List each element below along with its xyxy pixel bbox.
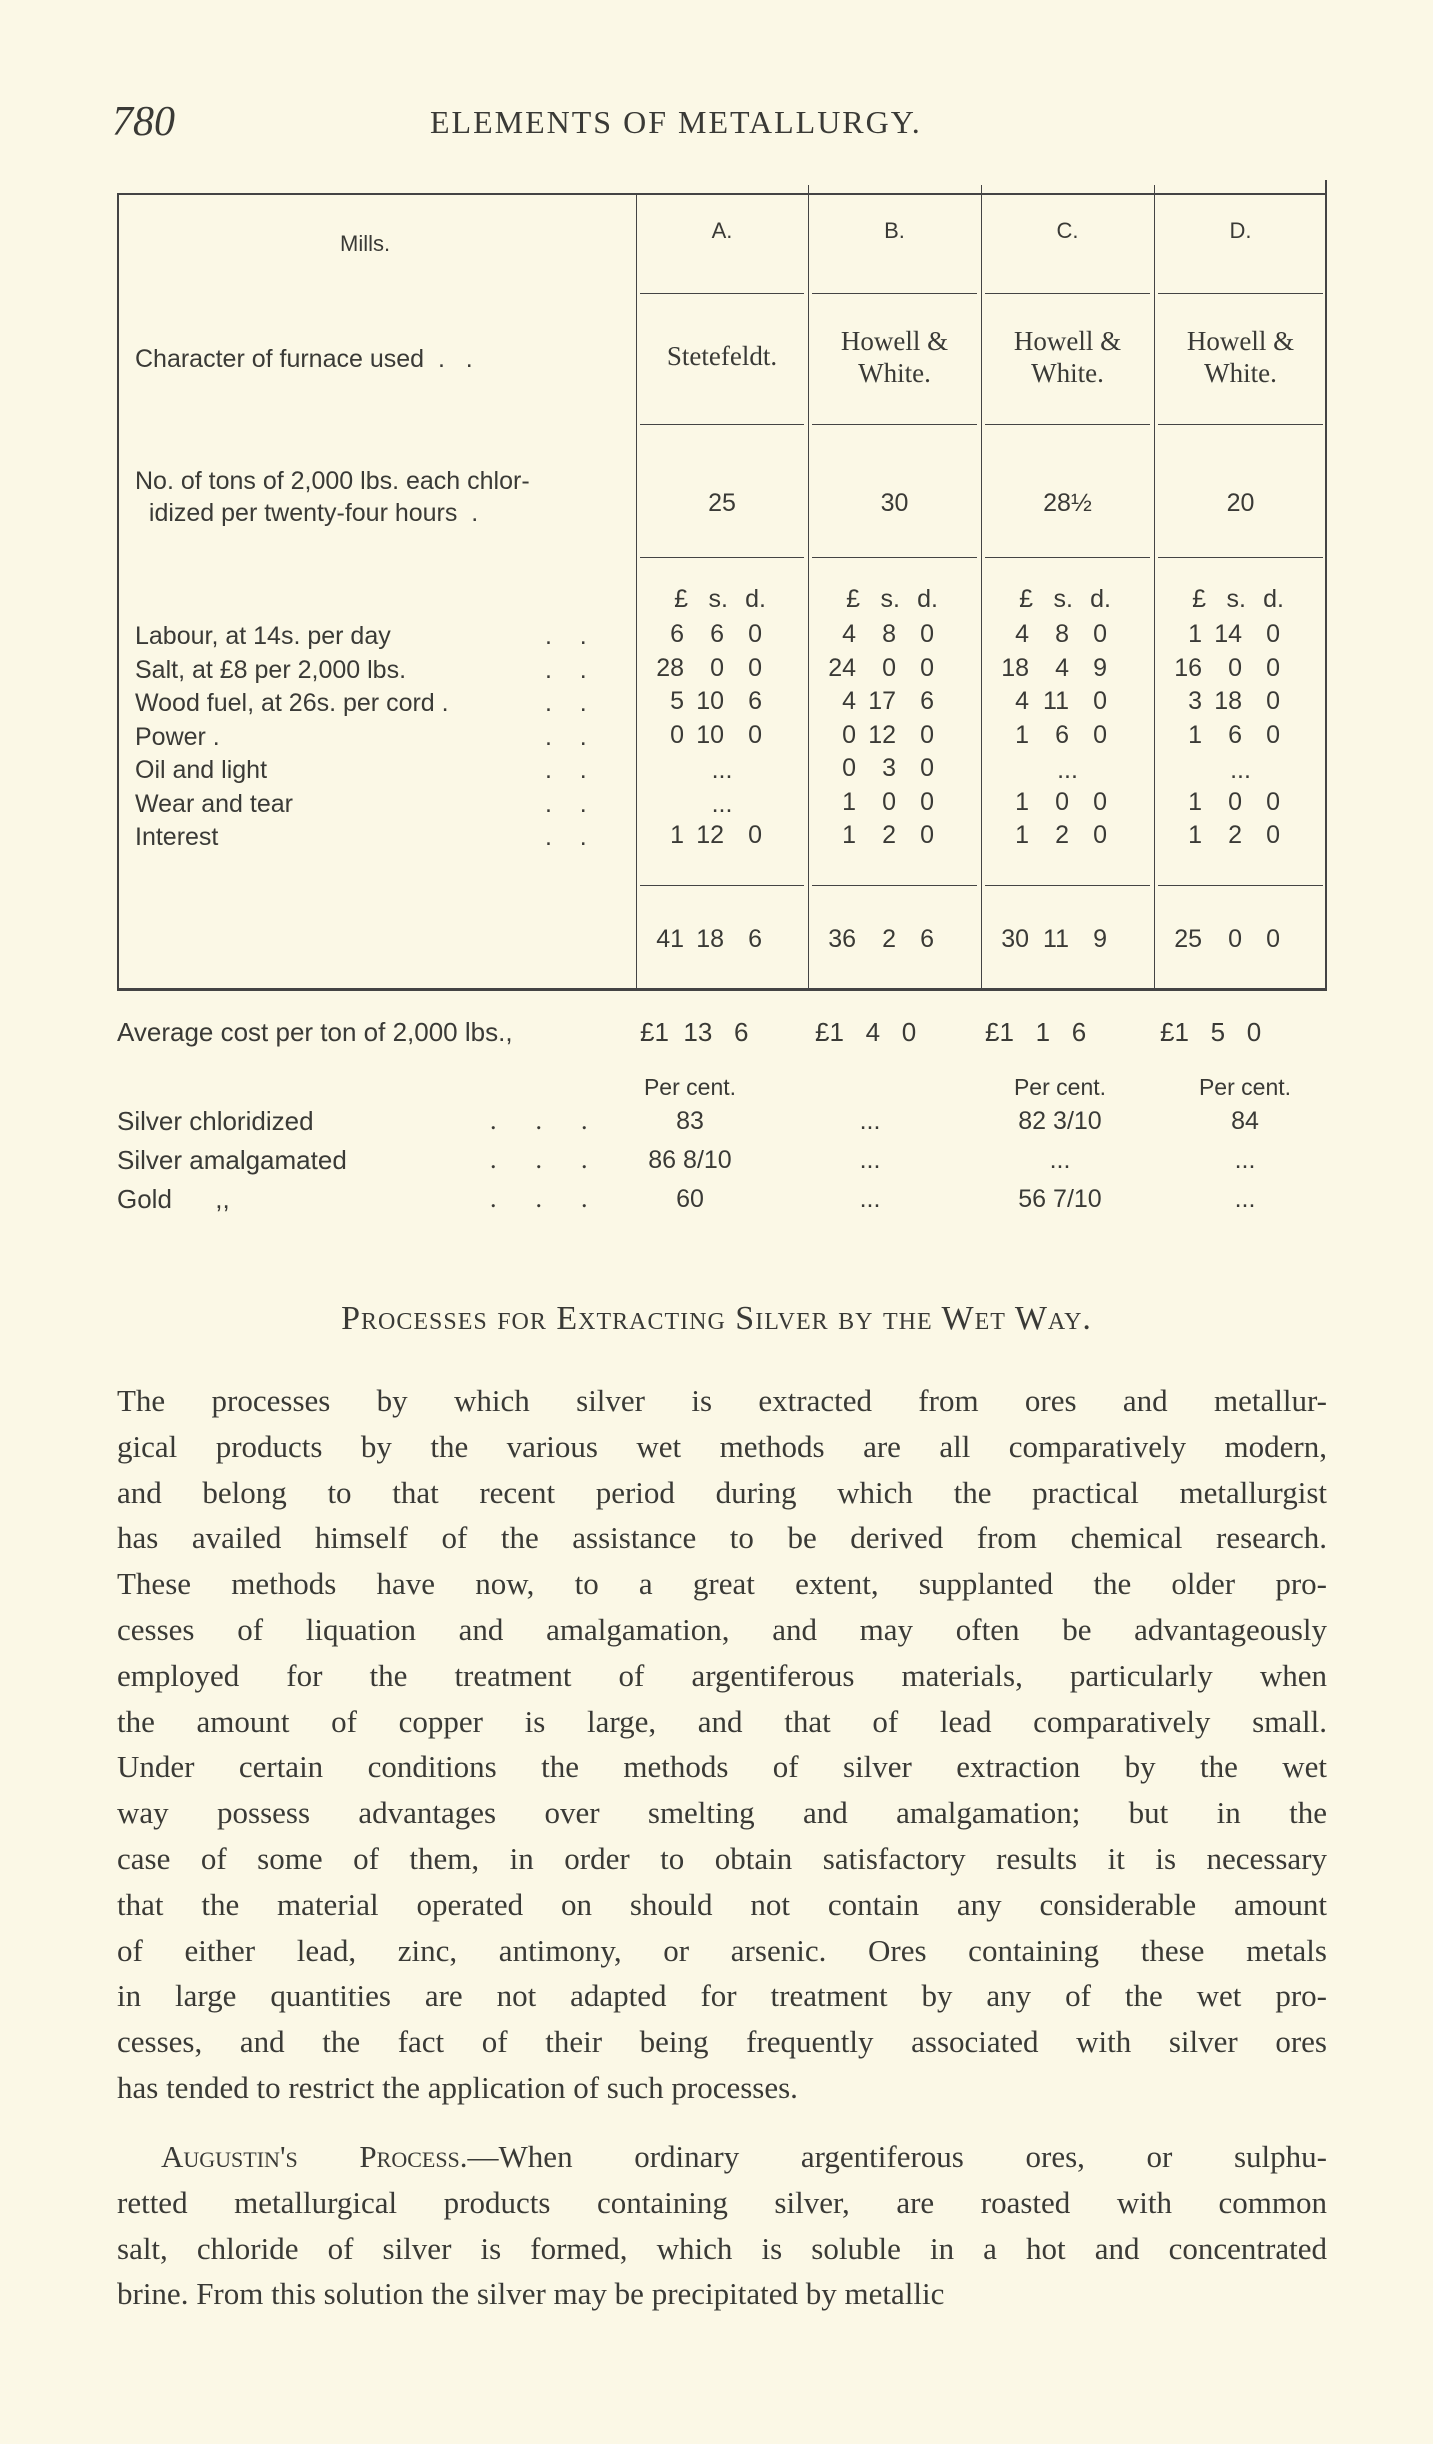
cost-value: 0 [920, 653, 934, 682]
cost-value: 12 [696, 821, 724, 849]
total-rule [985, 885, 1150, 886]
leader-dots: . . . [490, 1145, 588, 1174]
cost-empty: ... [711, 756, 733, 784]
column-header: A. [711, 218, 733, 243]
cost-value: 0 [920, 754, 934, 782]
total-value: 25 [1174, 925, 1202, 953]
row-rule [985, 424, 1150, 425]
currency-unit-header: s. [880, 585, 900, 613]
row-rule [1158, 557, 1323, 558]
currency-unit-header: d. [745, 585, 766, 613]
cost-value: 10 [696, 687, 724, 715]
leader-dots: . . [545, 823, 587, 851]
cost-value: 6 [670, 620, 684, 648]
currency-unit-header: d. [1090, 585, 1111, 613]
total-value: 36 [828, 925, 856, 953]
cost-value: 2 [1055, 821, 1069, 849]
average-cost: £1 4 0 [815, 1017, 917, 1047]
currency-unit-header: £ [1019, 585, 1033, 613]
column-header: B. [884, 218, 905, 243]
row-rule [985, 557, 1150, 558]
total-rule [812, 885, 977, 886]
text-line: brine. From this solution the silver may be precipitated by metallic [117, 2276, 945, 2312]
cost-item-label: Labour, at 14s. per day [135, 622, 391, 650]
cost-value: 0 [882, 653, 896, 682]
text-line: The processes by which silver is extracted from ores and metallur- [117, 1383, 1327, 1418]
cost-value: 0 [1266, 720, 1280, 749]
furnace-label: Character of furnace used . . [135, 345, 473, 373]
text-line: These methods have now, to a great extent, supplanted the older pro- [117, 1566, 1327, 1602]
cost-value: 0 [748, 653, 762, 682]
cost-value: 6 [1228, 720, 1242, 749]
yield-value: ... [1234, 1185, 1256, 1213]
cost-value: 0 [1266, 653, 1280, 682]
leader-dots: . . [545, 789, 587, 818]
cost-value: 1 [1188, 787, 1202, 816]
cost-value: 12 [868, 720, 896, 749]
leader-dots: . . [545, 622, 587, 650]
text-line: of either lead, zinc, antimony, or arsenic. Ores containing these metals [117, 1932, 1327, 1968]
cost-value: 6 [920, 687, 934, 715]
average-cost: £1 13 6 [640, 1017, 749, 1047]
cost-value: 0 [1093, 720, 1107, 749]
cost-value: 0 [1093, 687, 1107, 715]
text-line: case of some of them, in order to obtain satisfactory results it is necessary [117, 1840, 1327, 1876]
text-line: retted metallurgical products containing silver, are roasted with common [117, 2184, 1327, 2220]
leader-dots: . . . [490, 1184, 588, 1213]
yield-label: Silver chloridized [117, 1106, 314, 1136]
cost-value: 1 [1015, 787, 1029, 816]
total-value: 6 [920, 925, 934, 953]
paragraph-2 [117, 2134, 1327, 2317]
yield-value: 56 7/10 [1018, 1185, 1102, 1213]
cost-value: 1 [842, 821, 856, 849]
total-value: 0 [1228, 925, 1242, 953]
cost-value: 5 [670, 687, 684, 715]
cost-value: 4 [1015, 620, 1029, 648]
row-rule [640, 424, 804, 425]
row-rule [1158, 424, 1323, 425]
text-line: and belong to that recent period during which the practical metallurgist [117, 1474, 1327, 1510]
cost-value: 0 [1266, 821, 1280, 849]
cost-value: 0 [1093, 821, 1107, 849]
total-value: 2 [882, 925, 896, 953]
cost-value: 1 [1188, 720, 1202, 749]
text-line: way possess advantages over smelting and amalgamation; but in the [117, 1795, 1327, 1831]
cost-value: 0 [1266, 787, 1280, 816]
column-rule [1154, 185, 1155, 990]
cost-value: 0 [1266, 687, 1280, 715]
cost-value: 0 [842, 754, 856, 782]
furnace-type: Howell & White. [1186, 326, 1295, 388]
cost-value: 6 [748, 687, 762, 715]
cost-value: 1 [1015, 821, 1029, 849]
currency-unit-header: s. [1053, 585, 1073, 613]
section-heading: Processes for Extracting Silver by the Wet Way. [341, 1300, 1092, 1337]
cost-value: 4 [1055, 653, 1069, 682]
average-cost: £1 5 0 [1160, 1017, 1262, 1047]
text-line: that the material operated on should not contain any considerable amount [117, 1886, 1327, 1922]
tons-per-day: 28½ [1043, 489, 1092, 517]
yield-value: ... [859, 1107, 881, 1135]
cost-item-label: Power . [135, 722, 220, 751]
total-value: 9 [1093, 925, 1107, 953]
total-value: 30 [1001, 925, 1029, 953]
cost-value: 0 [1266, 620, 1280, 648]
text-line: salt, chloride of silver is formed, which is soluble in a hot and concentrated [117, 2230, 1327, 2266]
currency-unit-header: d. [1263, 585, 1284, 613]
yield-value: 83 [676, 1107, 704, 1135]
text-line [117, 2134, 1327, 2180]
per-cent-label: Per cent. [1198, 1074, 1292, 1100]
column-rule [808, 185, 809, 990]
row-rule [1158, 293, 1323, 294]
text-line: cesses, and the fact of their being frequently associated with silver ores [117, 2024, 1327, 2060]
cost-value: 0 [710, 653, 724, 682]
cost-value: 8 [882, 620, 896, 648]
yield-value: ... [859, 1146, 881, 1174]
total-value: 41 [656, 925, 684, 953]
tons-per-day: 20 [1226, 489, 1255, 517]
cost-value: 0 [920, 620, 934, 648]
paragraph-1 [117, 1378, 1327, 2111]
cost-value: 1 [1015, 720, 1029, 749]
cost-value: 24 [828, 653, 856, 682]
tons-label-2: idized per twenty-four hours . [135, 499, 479, 527]
furnace-type: Howell & White. [1013, 326, 1122, 388]
tons-label-1: No. of tons of 2,000 lbs. each chlor- [135, 467, 530, 495]
per-cent-label: Per cent. [1013, 1074, 1107, 1100]
cost-value: 0 [1228, 787, 1242, 816]
cost-value: 0 [748, 720, 762, 749]
mills-header: Mills. [340, 231, 391, 256]
cost-value: 9 [1093, 653, 1107, 682]
column-rule [636, 195, 637, 990]
cost-value: 0 [920, 720, 934, 749]
cost-value: 0 [1093, 787, 1107, 816]
cost-value: 0 [920, 821, 934, 849]
table-right-rule [1325, 180, 1327, 990]
cost-value: 3 [1188, 687, 1202, 715]
process-name: Augustin's Process. [161, 2139, 468, 2174]
cost-item-label: Oil and light [135, 756, 268, 784]
table-bottom-rule [117, 988, 1327, 991]
page-number: 780 [112, 99, 175, 145]
column-rule [981, 185, 982, 990]
text-line: has tended to restrict the application of such processes. [117, 2069, 798, 2105]
currency-unit-header: s. [708, 585, 728, 613]
yield-value: 60 [676, 1185, 704, 1213]
cost-item-label: Wear and tear [135, 789, 293, 818]
running-title: ELEMENTS OF METALLURGY. [430, 104, 922, 140]
yield-label: Silver amalgamated [117, 1145, 347, 1175]
text-line: employed for the treatment of argentiferous materials, particularly when [117, 1657, 1327, 1693]
cost-value: 1 [1188, 821, 1202, 849]
furnace-type: Stetefeldt. [666, 341, 778, 371]
cost-value: 1 [1188, 620, 1202, 648]
leader-dots: . . [545, 756, 587, 784]
cost-value: 0 [748, 620, 762, 648]
cost-value: 28 [656, 653, 684, 682]
cost-empty: ... [1057, 756, 1078, 784]
cost-value: 3 [882, 754, 896, 782]
total-value: 11 [1043, 925, 1069, 953]
cost-value: 0 [670, 720, 684, 749]
total-rule [640, 885, 804, 886]
cost-value: 14 [1214, 620, 1242, 648]
cost-value: 10 [696, 720, 724, 749]
leader-dots: . . [545, 722, 587, 751]
table-top-rule [117, 193, 1327, 195]
column-header: C. [1056, 218, 1079, 243]
yield-label: Gold ,, [117, 1184, 230, 1214]
table-left-rule [117, 193, 119, 990]
yield-value: 84 [1231, 1107, 1259, 1135]
column-header: D. [1229, 218, 1252, 243]
cost-value: 6 [710, 620, 724, 648]
average-label: Average cost per ton of 2,000 lbs., [117, 1017, 513, 1047]
cost-value: 16 [1174, 653, 1202, 682]
total-rule [1158, 885, 1323, 886]
cost-value: 8 [1055, 620, 1069, 648]
leader-dots: . . [545, 689, 587, 717]
leader-dots: . . [545, 655, 587, 684]
yield-value: 82 3/10 [1018, 1107, 1102, 1135]
cost-item-label: Interest [135, 823, 219, 851]
cost-value: 0 [1093, 620, 1107, 648]
cost-value: 0 [1228, 653, 1242, 682]
cost-empty: ... [1230, 756, 1251, 784]
cost-value: 0 [920, 787, 934, 816]
cost-value: 1 [670, 821, 684, 849]
row-rule [640, 557, 804, 558]
cost-value: 4 [842, 620, 856, 648]
cost-value: 0 [842, 720, 856, 749]
total-value: 18 [696, 925, 724, 953]
text-line: gical products by the various wet methods are all comparatively modern, [117, 1428, 1327, 1464]
tons-per-day: 30 [880, 489, 909, 517]
cost-item-label: Salt, at £8 per 2,000 lbs. [135, 655, 407, 684]
row-rule [812, 293, 977, 294]
cost-value: 0 [882, 787, 896, 816]
text-line: Under certain conditions the methods of silver extraction by the wet [117, 1749, 1327, 1785]
text-line: in large quantities are not adapted for treatment by any of the wet pro- [117, 1978, 1327, 2014]
cost-value: 4 [842, 687, 856, 715]
text-run: —When ordinary argentiferous ores, or sulphu- [467, 2139, 1327, 2174]
cost-value: 4 [1015, 687, 1029, 715]
text-line: has availed himself of the assistance to be derived from chemical research. [117, 1520, 1327, 1556]
cost-empty: ... [711, 789, 733, 818]
yield-value: ... [1049, 1146, 1071, 1174]
cost-value: 2 [1228, 821, 1242, 849]
text-line: cesses of liquation and amalgamation, and may often be advantageously [117, 1611, 1327, 1647]
row-rule [812, 424, 977, 425]
currency-unit-header: s. [1226, 585, 1246, 613]
total-value: 6 [748, 925, 762, 953]
cost-value: 11 [1043, 687, 1069, 715]
cost-value: 2 [882, 821, 896, 849]
text-line: the amount of copper is large, and that of lead comparatively small. [117, 1703, 1327, 1739]
cost-value: 18 [1214, 687, 1242, 715]
cost-value: 0 [748, 821, 762, 849]
row-rule [640, 293, 804, 294]
row-rule [812, 557, 977, 558]
average-cost: £1 1 6 [985, 1017, 1087, 1047]
cost-item-label: Wood fuel, at 26s. per cord . [135, 689, 449, 717]
currency-unit-header: d. [917, 585, 938, 613]
yield-value: 86 8/10 [648, 1146, 732, 1174]
cost-value: 1 [842, 787, 856, 816]
cost-value: 0 [1055, 787, 1069, 816]
leader-dots: . . . [490, 1106, 588, 1135]
currency-unit-header: £ [846, 585, 860, 613]
row-rule [985, 293, 1150, 294]
furnace-type: Howell & White. [840, 326, 949, 388]
per-cent-label: Per cent. [643, 1074, 737, 1100]
cost-value: 17 [868, 687, 896, 715]
yield-value: ... [1234, 1146, 1256, 1174]
cost-value: 18 [1001, 653, 1029, 682]
yield-value: ... [859, 1185, 881, 1213]
cost-value: 6 [1055, 720, 1069, 749]
tons-per-day: 25 [708, 489, 736, 517]
total-value: 0 [1266, 925, 1280, 953]
currency-unit-header: £ [1192, 585, 1206, 613]
currency-unit-header: £ [674, 585, 688, 613]
